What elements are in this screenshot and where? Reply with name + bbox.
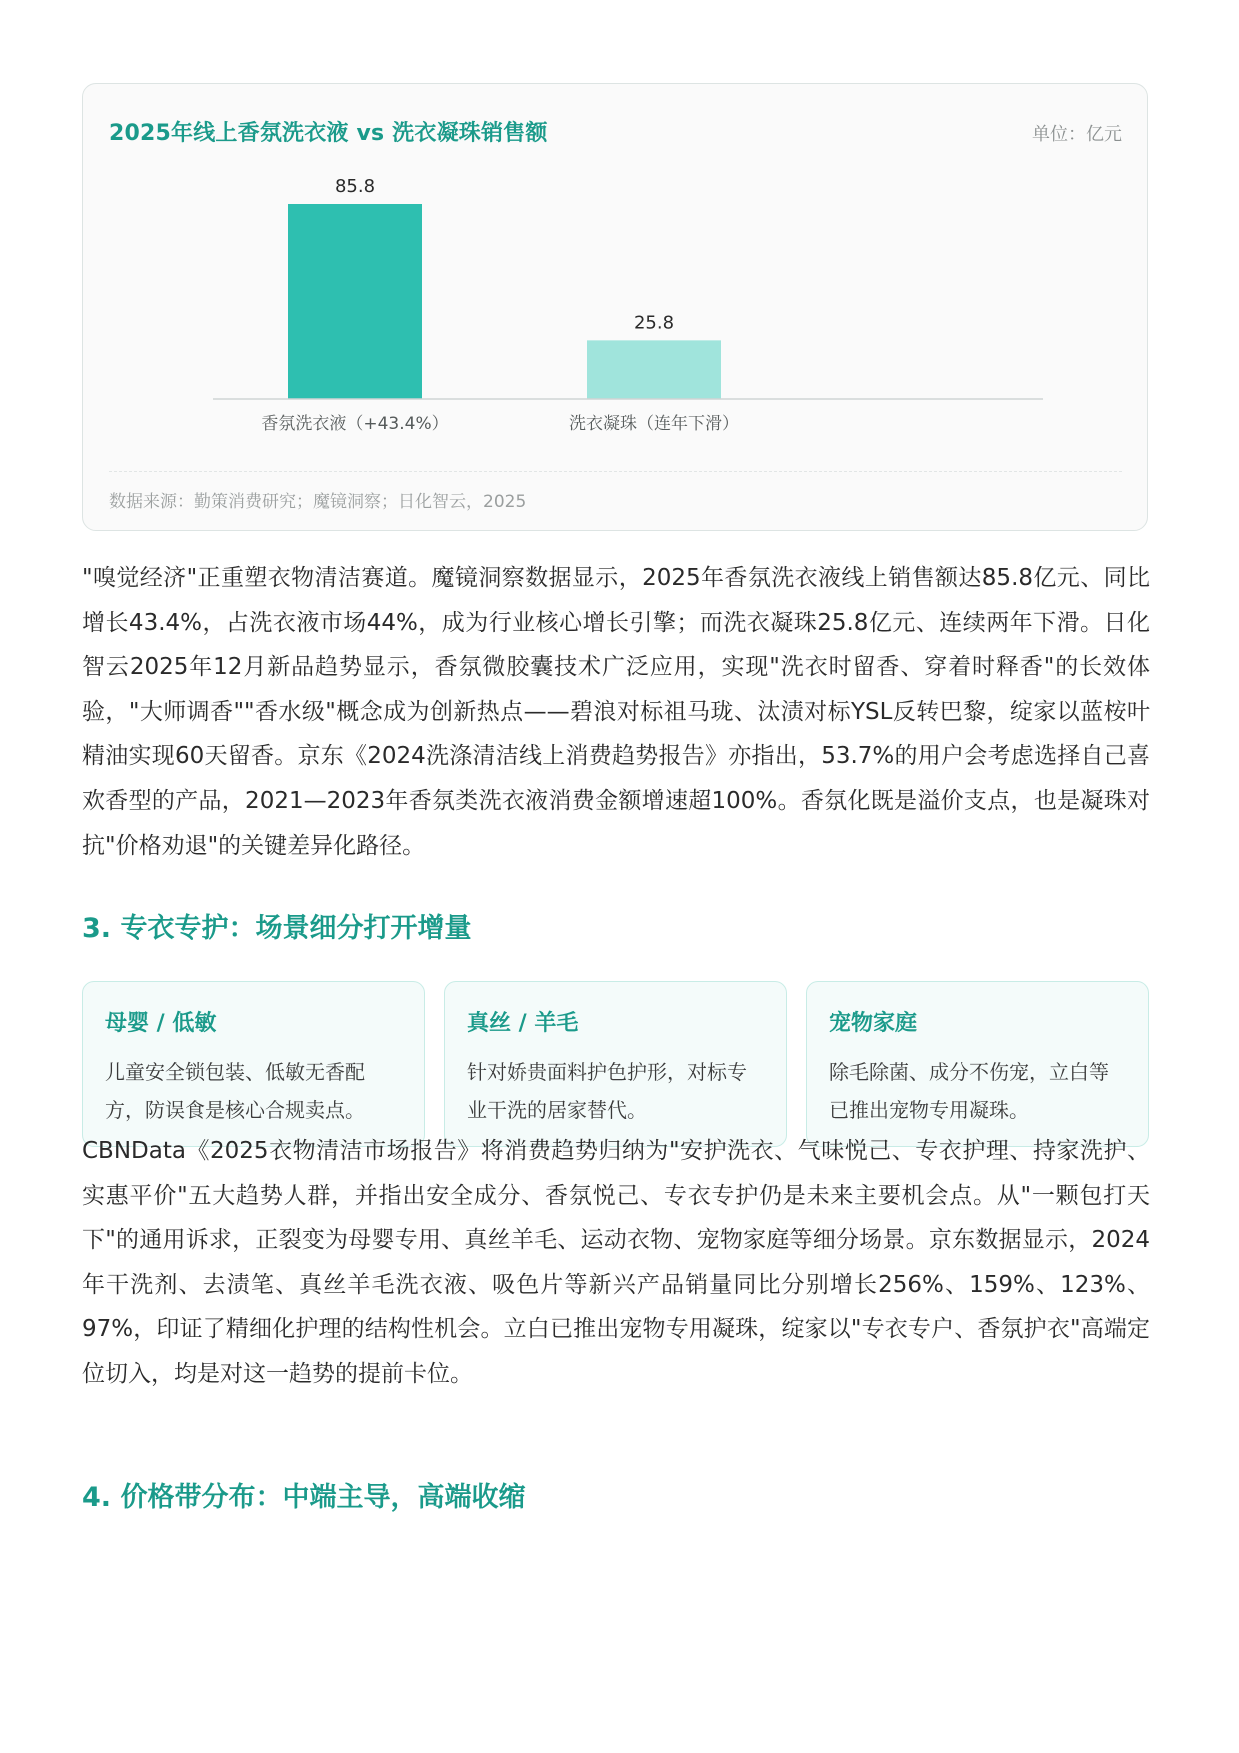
paragraph-segmentation: CBNData《2025衣物清洁市场报告》将消费趋势归纳为"安护洗衣、气味悦己、专衣护理、持家洗护、实惠平价"五大趋势人群，并指出安全成分、香氛悦己、专衣专护仍是未来主要机会点。从"一颗包打天下"的通用诉求，正裂变为母婴专用、真丝羊毛、运动衣物、宠物家庭等细分场景。京东数据显示，2024年干洗剂、去渍笔、真丝羊毛洗衣液、吸色片等新兴产品销量同比分别增长256%、159%、123%、97%，印证了精细化护理的结构性机会。立白已推出宠物专用凝珠，绽家以"专衣专户、香氛护衣"高端定位切入，均是对这一趋势的提前卡位。 [82, 1138, 1150, 1387]
paragraph-fragrance-economy: "嗅觉经济"正重塑衣物清洁赛道。魔镜洞察数据显示，2025年香氛洗衣液线上销售额达85.8亿元、同比增长43.4%，占洗衣液市场44%，成为行业核心增长引擎；而洗衣凝珠25.8亿元、连续两年下滑。日化智云2025年12月新品趋势显示，香氛微胶囊技术广泛应用，实现"洗衣时留香、穿着时释香"的长效体验，"大师调香""香水级"概念成为创新热点——碧浪对标祖马珑、汰渍对标YSL反转巴黎，绽家以蓝桉叶精油实现60天留香。京东《2024洗涤清洁线上消费趋势报告》亦指出，53.7%的用户会考虑选择自己喜欢香型的产品，2021—2023年香氛类洗衣液消费金额增速超100%。香氛化既是溢价支点，也是凝珠对抗"价格劝退"的关键差异化路径。 [82, 565, 1150, 859]
chart-source: 数据来源：勤策消费研究；魔镜洞察；日化智云，2025 [109, 492, 527, 512]
chart-value-label: 25.8 [633, 312, 675, 334]
bar-chart [83, 84, 1149, 464]
chart-bar [587, 340, 721, 399]
chart-value-label: 85.8 [334, 176, 376, 197]
page [82, 83, 1150, 1513]
chart-title: 2025年线上香氛洗衣液 vs 洗衣凝珠销售额 [109, 121, 548, 146]
card-title: 真丝 / 羊毛 [467, 1011, 579, 1036]
card-desc: 儿童安全锁包装、低敏无香配方，防误食是核心合规卖点。 [105, 1060, 365, 1122]
card-baby-hypoallergenic [82, 981, 425, 1147]
card-title: 宠物家庭 [829, 1011, 918, 1036]
scenario-cards [82, 981, 1150, 1147]
card-pet-family [806, 981, 1149, 1147]
chart-divider [109, 471, 1122, 472]
chart-card [82, 83, 1148, 531]
card-desc: 除毛除菌、成分不伤宠，立白等已推出宠物专用凝珠。 [829, 1060, 1109, 1122]
card-title: 母婴 / 低敏 [105, 1011, 217, 1036]
chart-bar [288, 204, 422, 399]
card-desc: 针对娇贵面料护色护形，对标专业干洗的居家替代。 [467, 1060, 747, 1122]
card-silk-wool [444, 981, 787, 1147]
chart-category-label: 洗衣凝珠（连年下滑） [569, 414, 739, 434]
section-heading-4: 4. 价格带分布：中端主导，高端收缩 [82, 1482, 526, 1513]
section-heading-3: 3. 专衣专护：场景细分打开增量 [82, 913, 472, 944]
chart-category-label: 香氛洗衣液（+43.4%） [261, 414, 449, 434]
chart-unit: 单位：亿元 [1032, 124, 1122, 145]
